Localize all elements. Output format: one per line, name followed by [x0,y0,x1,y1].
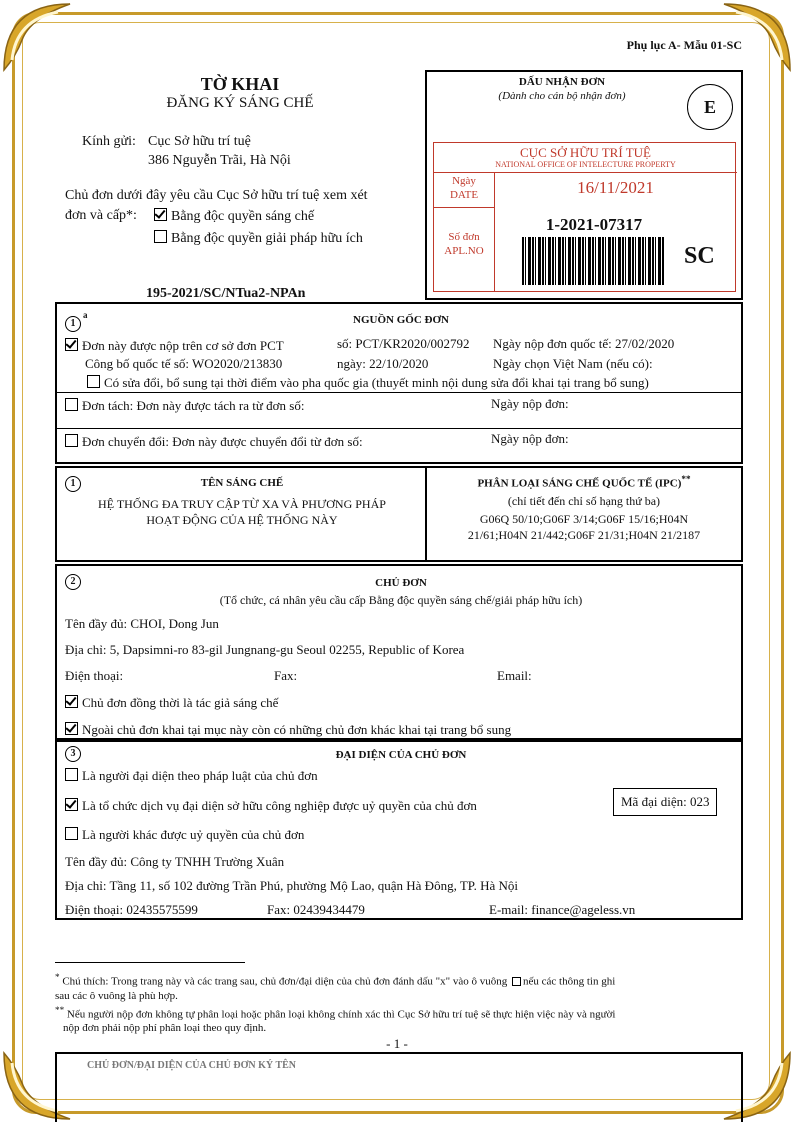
option-patent[interactable] [154,208,314,225]
amend-checkbox[interactable] [87,375,100,388]
utility-checkbox[interactable] [154,230,167,243]
rep-name: Tên đầy đủ: Công ty TNHH Trường Xuân [65,854,285,869]
rep-option-legal[interactable] [65,768,318,784]
rep-address: Địa chỉ: Tầng 11, số 102 đường Trần Phú, phường Mộ Lao, quận Hà Đông, TP. Hà Nội [65,878,518,893]
ipc-codes-line1: G06Q 50/10;G06F 3/14;G06F 15/16;H04N [479,512,689,526]
inventor-checkbox[interactable] [65,695,78,708]
type-code: SC [684,243,715,269]
ipc-title [427,474,741,490]
category-badge: E [687,84,733,130]
rep-legal-checkbox[interactable] [65,768,78,781]
request-line2: đơn và cấp*: [65,208,137,223]
footnote-2: ** Nếu người nộp đơn không tự phân loại hoặc phân loại không chính xác thì Cục Sở hữu trí tuệ sẽ thực hiện việc này và người [55,1004,616,1021]
corner-ornament-top-left [0,0,80,80]
appno-label1: Số đơn [448,231,480,243]
origin-section [55,302,743,464]
divider [57,392,741,393]
other-applicants-checkbox[interactable] [65,722,78,735]
option-utility-label: Bằng độc quyền giải pháp hữu ích [171,231,363,246]
option-utility[interactable] [154,230,363,247]
footnote-1: * Chú thích: Trong trang này và các trang sau, chủ đơn/đại diện của chủ đơn đánh dấu "x" vào ô vuông nếu các thông tin ghi [55,972,616,988]
rep-fax: Fax: 02439434479 [267,902,365,917]
rep-agency-checkbox[interactable] [65,798,78,811]
convert-option[interactable] [65,434,363,450]
form-title: TỜ KHAI [200,74,280,94]
office-name: CỤC SỞ HỮU TRÍ TUỆ [520,145,651,160]
office-stamp [433,142,736,292]
section-number: 2 [65,574,81,590]
rep-other-checkbox[interactable] [65,827,78,840]
file-reference: 195-2021/SC/NTua2-NPAn [146,286,306,301]
convert-checkbox[interactable] [65,434,78,447]
date-value: 16/11/2021 [577,178,654,197]
form-subtitle: ĐĂNG KÝ SÁNG CHẾ [166,95,314,111]
rep-other-label: Là người khác được uỷ quyền của chủ đơn [82,827,305,842]
inventor-option[interactable] [65,695,278,711]
rep-agency-label: Là tổ chức dịch vụ đại diện sở hữu công nghiệp được uỷ quyền của chủ đơn [82,798,477,813]
inventor-label: Chủ đơn đồng thời là tác giả sáng chế [82,695,279,710]
receipt-stamp-box [425,70,743,300]
page-number: - 1 - [386,1036,408,1051]
split-label: Đơn tách: Đơn này được tách ra từ đơn số: [82,398,305,413]
publication-number: Công bố quốc tế số: WO2020/213830 [85,356,283,371]
recipient-line2: 386 Nguyễn Trãi, Hà Nội [148,153,291,168]
form-reference: Phụ lục A- Mẫu 01-SC [626,38,742,52]
amend-label: Có sửa đổi, bổ sung tại thời điểm vào pha quốc gia (thuyết minh nội dung sửa đổi khai tại trang bổ sung) [104,375,649,390]
other-applicants-label: Ngoài chủ đơn khai tại mục này còn có những chủ đơn khác khai tại trang bổ sung [82,722,512,737]
footnote-1b-text: nếu các thông tin ghi [523,975,616,988]
rep-option-agency[interactable] [65,798,477,814]
footnote-checkbox-icon [512,977,521,986]
office-name-en: NATIONAL OFFICE OF INTELECTURE PROPERTY [495,160,676,169]
applicant-address: Địa chỉ: 5, Dapsimni-ro 83-gil Jungnang-gu Seoul 02255, Republic of Korea [65,642,465,657]
footnote-2b: nộp đơn phải nộp phí phân loại theo quy định. [63,1022,267,1035]
barcode [522,237,664,285]
rep-option-other[interactable] [65,827,304,843]
date-label1: Ngày [452,175,476,187]
invention-section [55,466,743,562]
stamp-title: DẤU NHẬN ĐƠN [518,76,606,88]
invention-name-line1: HỆ THỐNG ĐA TRUY CẬP TỪ XA VÀ PHƯƠNG PHÁP [98,497,386,511]
applicant-title: CHỦ ĐƠN [375,577,427,589]
other-applicants-option[interactable] [65,722,511,738]
applicant-phone: Điện thoại: [65,668,124,683]
signature-box [55,1052,743,1122]
rep-legal-label: Là người đại diện theo pháp luật của chủ đơn [82,768,318,783]
amend-option[interactable] [87,375,649,391]
applicant-name: Tên đầy đủ: CHOI, Dong Jun [65,616,219,631]
section-number: 3 [65,746,81,762]
convert-date: Ngày nộp đơn: [491,431,569,446]
split-option[interactable] [65,398,304,414]
invention-name-line2: HOẠT ĐỘNG CỦA HỆ THỐNG NÀY [146,513,338,527]
pct-number: số: PCT/KR2020/002792 [337,336,470,351]
footnote-2-text: Nếu người nộp đơn không tự phân loại hoặc phân loại không chính xác thì Cục Sở hữu trí tuệ sẽ thực hiện việc này và người [66,1008,616,1021]
section-number: 1 [65,316,81,332]
convert-label: Đơn chuyển đổi: Đơn này được chuyển đổi từ đơn số: [82,434,363,449]
appno-label2: APL.NO [444,245,484,257]
recipient-line1: Cục Sở hữu trí tuệ [148,134,251,149]
origin-title: NGUỒN GỐC ĐƠN [353,314,449,326]
applicant-email: Email: [497,668,532,683]
applicant-fax: Fax: [274,668,298,683]
option-patent-label: Bằng độc quyền sáng chế [171,209,315,224]
split-checkbox[interactable] [65,398,78,411]
stamp-row-divider [434,207,494,208]
applicant-subtitle: (Tổ chức, cá nhân yêu cầu cấp Bằng độc quyền sáng chế/giải pháp hữu ích) [219,593,583,607]
footnote-rule [55,962,245,963]
application-number: 1-2021-07317 [545,215,643,234]
split-date: Ngày nộp đơn: [491,396,569,411]
request-line1: Chủ đơn dưới đây yêu cầu Cục Sở hữu trí tuệ xem xét [65,188,368,203]
invention-title-label: TÊN SÁNG CHẾ [200,477,284,489]
pct-checkbox[interactable] [65,338,78,351]
ipc-superscript: ** [681,474,691,484]
representative-title: ĐẠI DIỆN CỦA CHỦ ĐƠN [335,749,467,761]
stamp-subtitle: (Dành cho cán bộ nhận đơn) [498,90,626,102]
footnote-1-text: Chú thích: Trong trang này và các trang sau, chủ đơn/đại diện của chủ đơn đánh dấu "x" vào ô vuông [62,975,508,988]
divider [57,428,741,429]
section-number: 1 [65,476,81,492]
ipc-codes-line2: 21/61;H04N 21/442;G06F 21/31;H04N 21/2187 [467,528,701,542]
rep-phone: Điện thoại: 02435575599 [65,902,198,917]
ipc-subtitle: (chỉ tiết đến chỉ số hạng thứ ba) [507,494,661,508]
pct-option[interactable] [65,338,284,354]
recipient-label: Kính gửi: [82,134,136,149]
applicant-section [55,564,743,740]
patent-checkbox[interactable] [154,208,167,221]
representative-code: Mã đại diện: 023 [613,788,717,816]
footnotes [55,970,745,1035]
title-block [100,74,380,112]
section-superscript: a [83,310,88,320]
date-label2: DATE [449,189,479,201]
pct-label: Đơn này được nộp trên cơ sở đơn PCT [82,338,284,353]
stamp-divider [434,172,737,173]
rep-email: E-mail: finance@ageless.vn [489,902,636,917]
representative-section [55,740,743,920]
ipc-title-text: PHÂN LOẠI SÁNG CHẾ QUỐC TẾ (IPC) [477,477,682,490]
footnote-1c: sau các ô vuông là phù hợp. [55,989,178,1002]
vn-selection-date: Ngày chọn Việt Nam (nếu có): [493,356,653,371]
international-date: Ngày nộp đơn quốc tế: 27/02/2020 [493,336,675,351]
signature-label: CHỦ ĐƠN/ĐẠI DIỆN CỦA CHỦ ĐƠN KÝ TÊN [87,1060,296,1071]
publication-date: ngày: 22/10/2020 [337,356,429,371]
